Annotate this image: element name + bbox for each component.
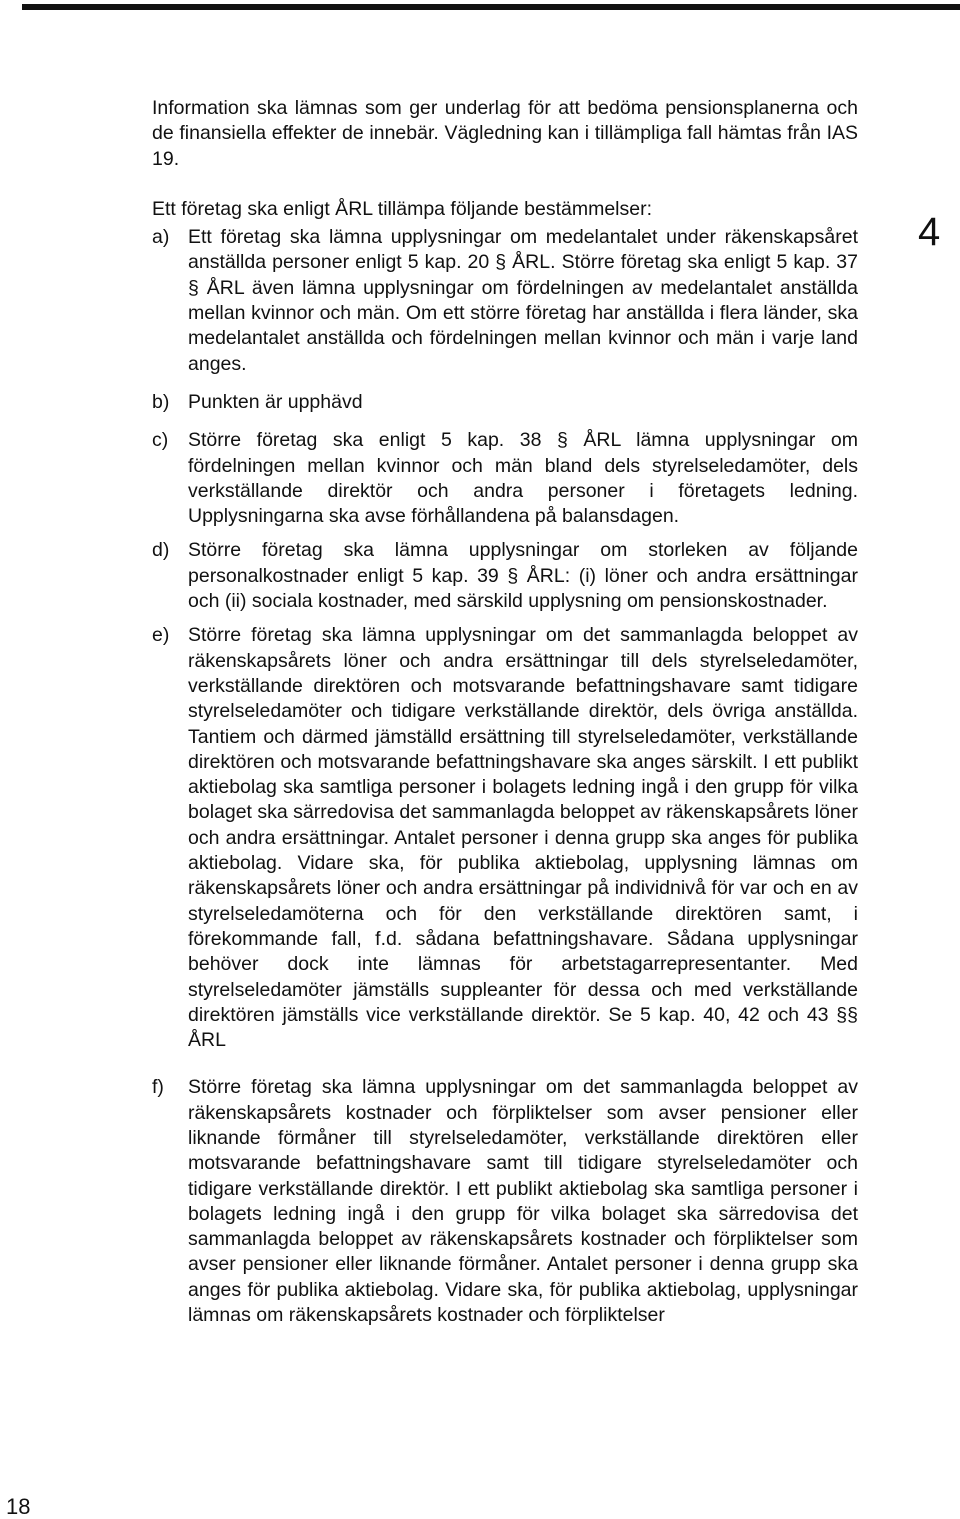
paragraph-rules: Ett företag ska enligt ÅRL tillämpa följande bestämmelser: — [152, 197, 653, 220]
list-item-b — [152, 390, 858, 415]
list-text: Större företag ska lämna upplysningar om det sammanlagda beloppet av räkenskapsårets löner och andra ersättningar till dels styrelseledamöter, verkställande direktören och motsvarande befattningshavare samt tidigare styrelseledamöter och tidigare verkställande direktör, dels övriga anställda. Tantiem och därmed jämställd ersättning till styrelseledamöter, verkställande direktören och motsvarande befattningshavare ska anges särskilt. I ett publikt aktiebolag ska samtliga personer i bolagets ledning ingå i den grupp för vilka bolaget ska särredovisa det sammanlagda beloppet av räkenskapsårets löner och andra ersättningar. Antalet personer i denna grupp ska anges för publika aktiebolag. Vidare ska, för publika aktiebolag, upplysning lämnas om räkenskapsårets löner och andra ersättningar på individnivå för var och en av styrelseledamöterna och för den verkställande direktören samt, i förekommande fall, f.d. sådana befattningshavare. Sådana upplysningar behöver dock inte lämnas för arbetstagarrepresentanter. Med styrelseledamöter jämställs suppleanter för dessa och med verkställande direktören jämställs vice verkställande direktör. Se 5 kap. 40, 42 och 43 §§ ÅRL — [188, 624, 858, 1052]
list-text: Ett företag ska lämna upplysningar om medelantalet under räkenskapsåret anställda personer enligt 5 kap. 20 § ÅRL. Större företag ska enligt 5 kap. 37 § ÅRL även lämna upplysningar om fördelningen av medelantalet anställda mellan kvinnor och män. Om ett större företag har anställda i flera länder, ska medelantalet anställda och fördelningen mellan kvinnor och män i varje land anges. — [188, 226, 858, 375]
list-item-f — [152, 1075, 858, 1328]
list-item-c — [152, 428, 858, 529]
list-item-d — [152, 538, 858, 614]
top-rule — [22, 4, 960, 10]
list-letter: f) — [152, 1076, 164, 1099]
paragraph-intro: Information ska lämnas som ger underlag för att bedöma pensionsplanerna och de finansiella effekter de innebär. Vägledning kan i tillämpliga fall hämtas från IAS 19. — [152, 97, 858, 170]
list-item-e — [152, 623, 858, 1053]
list-text: Större företag ska lämna upplysningar om storleken av följande personalkostnader enligt 5 kap. 39 § ÅRL: (i) löner och andra ersättningar och (ii) sociala kostnader, med särskild upplysning om pensionskostnader. — [188, 539, 858, 613]
page-number: 18 — [6, 1494, 31, 1519]
list-letter: e) — [152, 624, 170, 647]
list-item-a — [152, 225, 858, 377]
chapter-number: 4 — [918, 210, 941, 254]
list-letter: c) — [152, 429, 169, 452]
list-text: Större företag ska enligt 5 kap. 38 § ÅRL lämna upplysningar om fördelningen mellan kvinnor och män bland dels styrelseledamöter, dels verkställande direktör och andra personer i företagets ledning. Upplysningarna ska avse förhållandena på balansdagen. — [188, 429, 858, 528]
document-body — [152, 96, 858, 1328]
list-letter: d) — [152, 539, 170, 562]
list-text: Punkten är upphävd — [188, 390, 363, 413]
list-letter: b) — [152, 390, 170, 413]
list-text: Större företag ska lämna upplysningar om det sammanlagda beloppet av räkenskapsårets kostnader och förpliktelser som avser pensioner eller liknande förmåner till styrelseledamöter, verkställande direktören eller motsvarande befattningshavare samt till tidigare styrelseledamöter och tidigare verkställande direktör. I ett publikt aktiebolag ska samtliga personer i bolagets ledning ingå i den grupp för vilka bolaget ska särredovisa det sammanlagda beloppet av räkenskapsårets kostnader och förpliktelser som avser pensioner eller liknande förmåner. Antalet personer i denna grupp ska anges för publika aktiebolag. Vidare ska, för publika aktiebolag, upplysningar lämnas om räkenskapsårets kostnader och förpliktelser — [188, 1076, 858, 1327]
list-letter: a) — [152, 226, 170, 249]
